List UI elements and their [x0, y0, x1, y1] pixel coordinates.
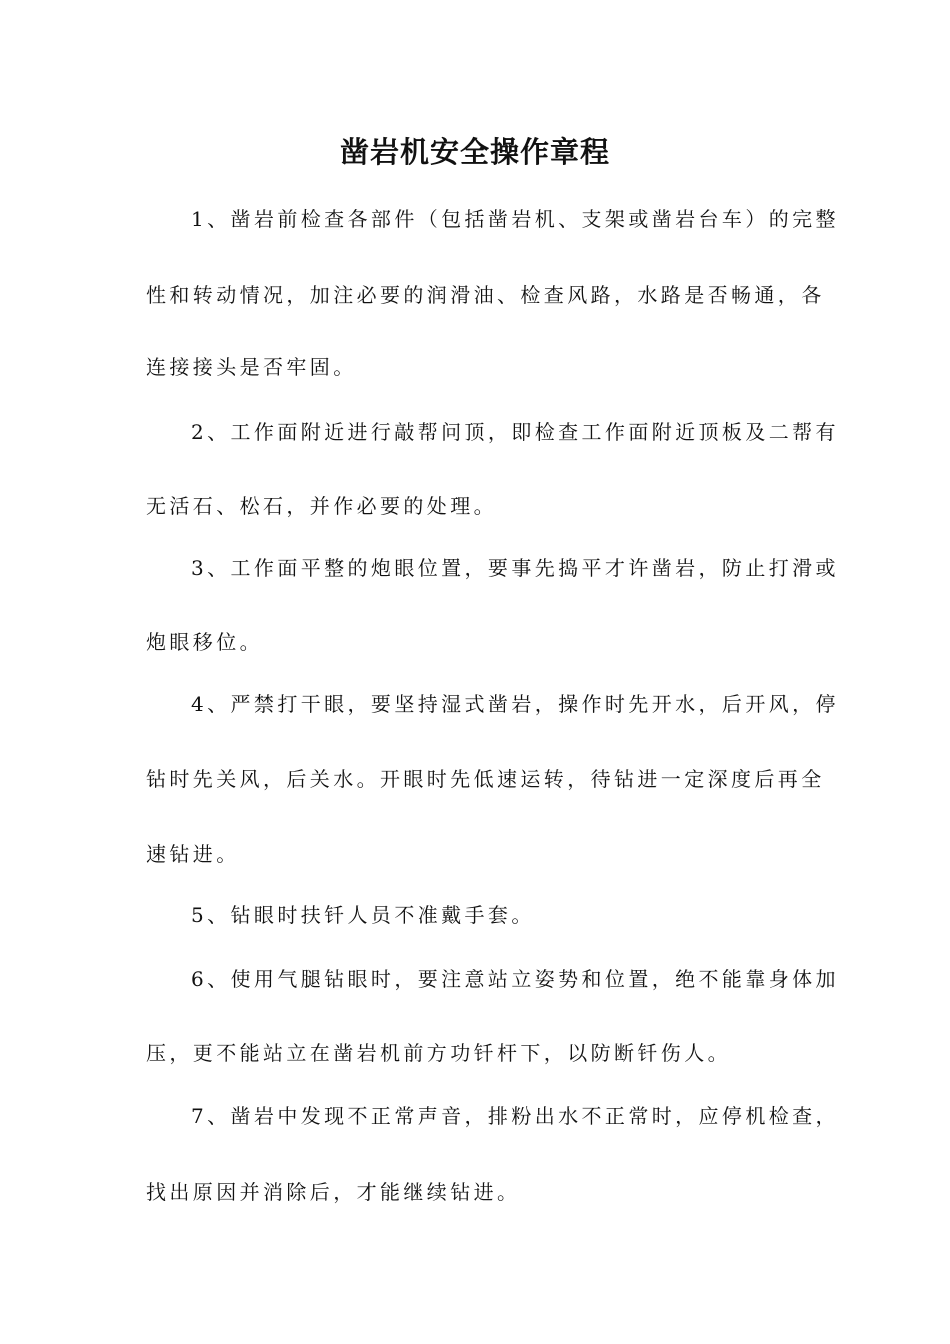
rule-1-line-1: 1、凿岩前检查各部件（包括凿岩机、支架或凿岩台车）的完整: [191, 207, 839, 231]
rule-2-line-1: 2、工作面附近进行敲帮问顶，即检查工作面附近顶板及二帮有: [191, 420, 839, 444]
rule-1-line-2: 性和转动情况，加注必要的润滑油、检查风路，水路是否畅通，各: [146, 283, 825, 307]
rule-4-line-1: 4、严禁打干眼，要坚持湿式凿岩，操作时先开水，后开风，停: [191, 692, 839, 716]
rule-6-line-1: 6、使用气腿钻眼时，要注意站立姿势和位置，绝不能靠身体加: [191, 967, 839, 991]
rule-1-line-3: 连接接头是否牢固。: [146, 355, 357, 379]
document-title: 凿岩机安全操作章程: [339, 135, 610, 169]
rule-6-line-2: 压，更不能站立在凿岩机前方功钎杆下，以防断钎伤人。: [146, 1041, 731, 1065]
rule-7-line-1: 7、凿岩中发现不正常声音，排粉出水不正常时，应停机检查，: [191, 1104, 839, 1128]
rule-4-line-3: 速钻进。: [146, 842, 240, 866]
rule-7-line-2: 找出原因并消除后，才能继续钻进。: [146, 1180, 521, 1204]
rule-3-line-1: 3、工作面平整的炮眼位置，要事先捣平才许凿岩，防止打滑或: [191, 556, 839, 580]
rule-3-line-2: 炮眼移位。: [146, 630, 263, 654]
rule-4-line-2: 钻时先关风，后关水。开眼时先低速运转，待钻进一定深度后再全: [146, 767, 825, 791]
rule-5-line-1: 5、钻眼时扶钎人员不准戴手套。: [191, 903, 535, 927]
rule-2-line-2: 无活石、松石，并作必要的处理。: [146, 494, 497, 518]
